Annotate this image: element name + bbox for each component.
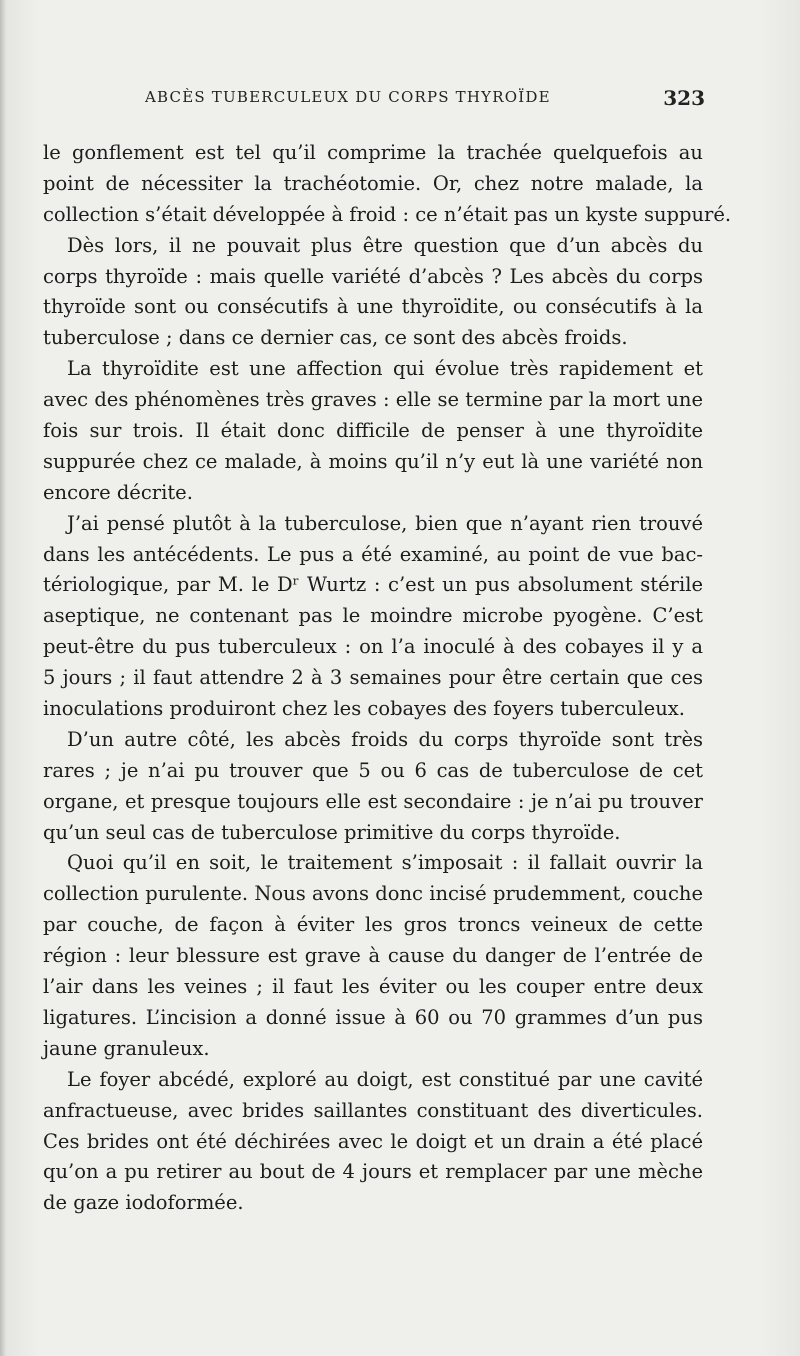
running-title: ABCÈS TUBERCULEUX DU CORPS THYROÏDE	[145, 88, 551, 106]
running-head	[145, 88, 705, 112]
text-line: fois sur trois. Il était donc difficile de penser à une thyroïdite	[43, 419, 703, 443]
text-line: de gaze iodoformée.	[43, 1191, 244, 1215]
text-line: La thyroïdite est une affection qui évolue très rapidement et	[67, 357, 703, 381]
page-binding-edge	[0, 0, 6, 1356]
text-line: rares ; je n’ai pu trouver que 5 ou 6 cas de tuberculose de cet	[43, 758, 703, 782]
text-line: avec des phénomènes très graves : elle se termine par la mort une	[43, 388, 703, 412]
text-line: J’ai pensé plutôt à la tuberculose, bien que n’ayant rien trouvé	[67, 511, 703, 535]
text-line: Dès lors, il ne pouvait plus être question que d’un abcès du	[67, 233, 703, 257]
text-line: inoculations produiront chez les cobayes des foyers tuberculeux.	[43, 697, 685, 721]
text-line: tériologique, par M. le Dʳ Wurtz : c’est un pus absolument stérile	[43, 573, 703, 597]
text-line: corps thyroïde : mais quelle variété d’abcès ? Les abcès du corps	[43, 264, 703, 288]
text-line: par couche, de façon à éviter les gros troncs veineux de cette	[43, 913, 703, 937]
text-line: région : leur blessure est grave à cause du danger de l’entrée de	[43, 944, 703, 968]
text-line: Quoi qu’il en soit, le traitement s’imposait : il fallait ouvrir la	[67, 851, 703, 875]
text-line: le gonflement est tel qu’il comprime la trachée quelquefois au	[43, 141, 703, 164]
text-line: 5 jours ; il faut attendre 2 à 3 semaines pour être certain que ces	[43, 666, 703, 690]
text-line: Ces brides ont été déchirées avec le doigt et un drain a été placé	[43, 1129, 703, 1153]
text-line: l’air dans les veines ; il faut les éviter ou les couper entre deux	[43, 975, 703, 999]
text-line: point de nécessiter la trachéotomie. Or, chez notre malade, la	[43, 171, 703, 195]
text-line: D’un autre côté, les abcès froids du corps thyroïde sont très	[67, 727, 703, 751]
text-line: Le foyer abcédé, exploré au doigt, est constitué par une cavité	[67, 1067, 703, 1091]
text-line: peut-être du pus tuberculeux : on l’a inoculé à des cobayes il y a	[43, 635, 703, 659]
text-line: tuberculose ; dans ce dernier cas, ce sont des abcès froids.	[43, 326, 628, 350]
text-line: suppurée chez ce malade, à moins qu’il n’y eut là une variété non	[43, 449, 703, 473]
text-line: aseptique, ne contenant pas le moindre microbe pyogène. C’est	[43, 604, 703, 628]
text-line: qu’un seul cas de tuberculose primitive du corps thyroïde.	[43, 820, 621, 844]
text-line: collection s’était développée à froid : ce n’était pas un kyste suppuré.	[43, 202, 732, 226]
text-line: qu’on a pu retirer au bout de 4 jours et remplacer par une mèche	[43, 1160, 703, 1184]
body-text	[43, 138, 732, 1219]
text-line: dans les antécédents. Le pus a été examiné, au point de vue bac-	[43, 542, 703, 566]
page-number: 323	[663, 86, 705, 110]
text-line: anfractueuse, avec brides saillantes constituant des diverticules.	[43, 1098, 703, 1122]
text-line: thyroïde sont ou consécutifs à une thyroïdite, ou consécutifs à la	[43, 295, 703, 319]
text-line: collection purulente. Nous avons donc incisé prudemment, couche	[43, 882, 703, 906]
text-line: ligatures. L’incision a donné issue à 60 ou 70 grammes d’un pus	[43, 1005, 703, 1029]
text-line: jaune granuleux.	[43, 1036, 210, 1060]
text-line: organe, et presque toujours elle est secondaire : je n’ai pu trouver	[43, 789, 703, 813]
text-line: encore décrite.	[43, 480, 193, 504]
